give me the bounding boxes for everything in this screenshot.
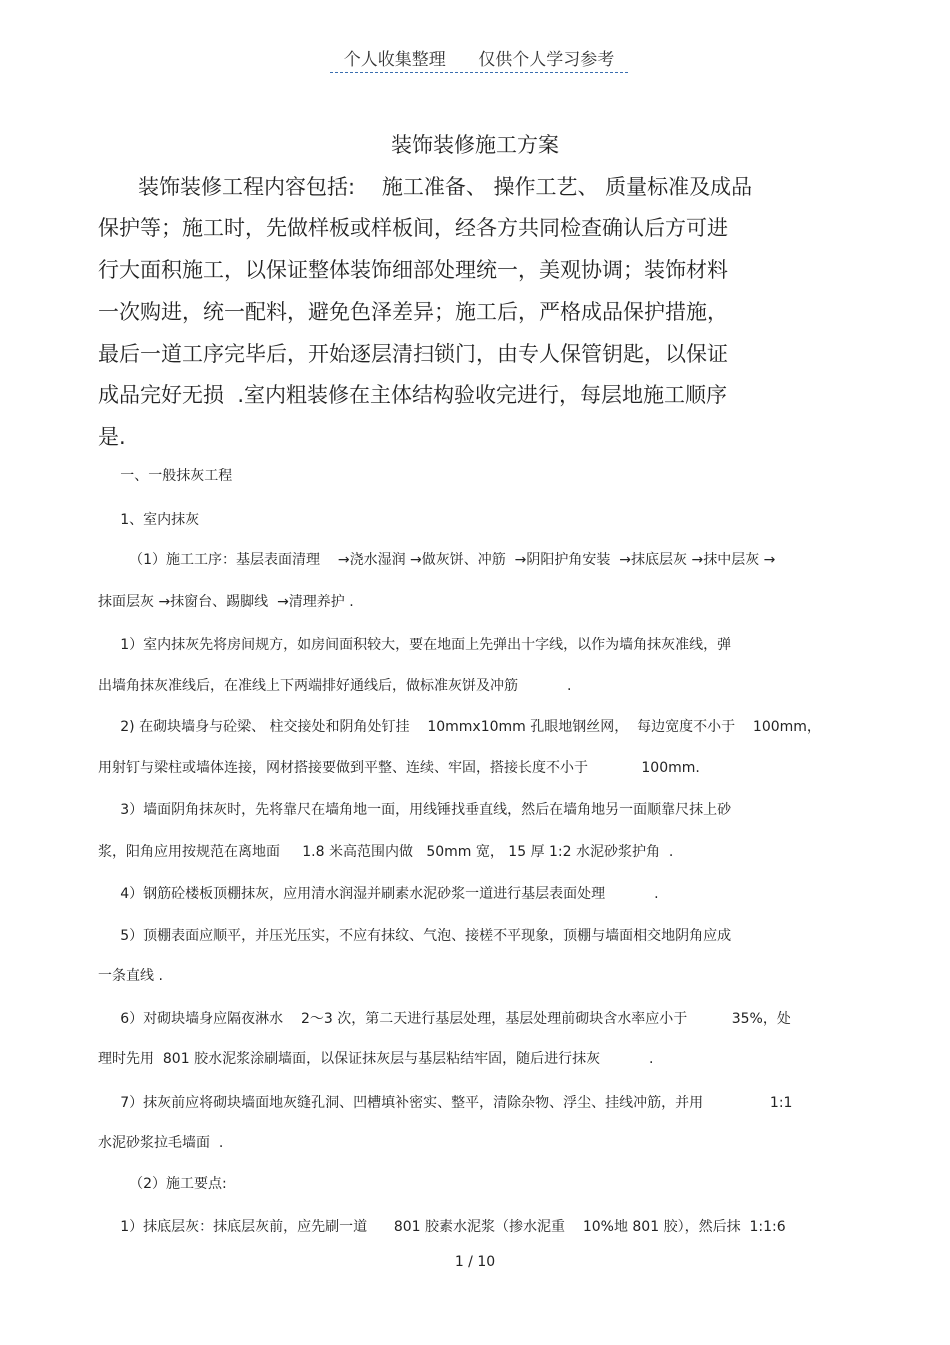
paragraph-line: （1）施工工序：基层表面清理 →浇水湿润 →做灰饼、冲筋 →阴阳护角安装 →抹底层灰 →抹中层灰 → — [98, 552, 776, 568]
intro-line: 行大面积施工，以保证整体装饰细部处理统一，美观协调；装饰材料 — [98, 258, 728, 282]
subsection-heading: （2）施工要点: — [98, 1176, 227, 1192]
paragraph-line: 理时先用 801 胶水泥浆涂刷墙面，以保证抹灰层与基层粘结牢固，随后进行抹灰 . — [98, 1051, 654, 1067]
paragraph-line: 6）对砌块墙身应隔夜淋水 2～3 次，第二天进行基层处理，基层处理前砌块含水率应小于 35%，处 — [98, 1011, 791, 1027]
intro-line: 成品完好无损 .室内粗装修在主体结构验收完进行，每层地施工顺序 — [98, 383, 728, 407]
intro-line: 最后一道工序完毕后，开始逐层清扫锁门，由专人保管钥匙，以保证 — [98, 342, 728, 366]
paragraph-line: 7）抹灰前应将砌块墙面地灰缝孔洞、凹槽填补密实、整平，清除杂物、浮尘、挂线冲筋，并用 1:1 — [98, 1095, 793, 1111]
intro-line: 是. — [98, 425, 126, 449]
paragraph-line: 3）墙面阴角抹灰时，先将靠尺在墙角地一面，用线锤找垂直线，然后在墙角地另一面顺靠尺抹上砂 — [98, 802, 732, 818]
paragraph-line: 抹面层灰 →抹窗台、踢脚线 →清理养护 . — [98, 594, 354, 610]
intro-line: 装饰装修工程内容包括: 施工准备、 操作工艺、 质量标准及成品 — [98, 175, 753, 199]
document-title: 装饰装修施工方案 — [391, 133, 559, 157]
paragraph-line: 2) 在砌块墙身与砼梁、 柱交接处和阴角处钉挂 10mmx10mm 孔眼地钢丝网， 每边宽度不小于 100mm， — [98, 719, 821, 735]
paragraph-line: 用射钉与梁柱或墙体连接，网材搭接要做到平整、连续、牢固，搭接长度不小于 100mm. — [98, 760, 700, 776]
paragraph-line: 4）钢筋砼楼板顶棚抹灰，应用清水润湿并刷素水泥砂浆一道进行基层表面处理 . — [98, 886, 659, 902]
paragraph-line: 一条直线 . — [98, 968, 163, 984]
intro-line: 保护等；施工时，先做样板或样板间，经各方共同检查确认后方可进 — [98, 216, 728, 240]
paragraph-line: 1）抹底层灰：抹底层灰前，应先刷一道 801 胶素水泥浆（掺水泥重 10%地 801 胶），然后抹 1:1:6 — [98, 1219, 786, 1235]
header-left: 个人收集整理 — [343, 50, 446, 70]
subsection-heading: 1、室内抹灰 — [98, 512, 200, 528]
paragraph-line: 1）室内抹灰先将房间规方，如房间面积较大，要在地面上先弹出十字线，以作为墙角抹灰准线，弹 — [98, 637, 732, 653]
header-right: 仅供个人学习参考 — [478, 50, 615, 70]
section-heading: 一、一般抹灰工程 — [98, 468, 233, 484]
intro-line: 一次购进，统一配料，避免色泽差异；施工后，严格成品保护措施， — [98, 300, 728, 324]
page-header — [330, 48, 628, 73]
paragraph-line: 5）顶棚表面应顺平，并压光压实，不应有抹纹、气泡、接槎不平现象，顶棚与墙面相交地阴角应成 — [98, 928, 732, 944]
page-number: 1 / 10 — [454, 1254, 496, 1270]
paragraph-line: 水泥砂浆拉毛墙面 . — [98, 1135, 224, 1151]
paragraph-line: 浆，阳角应用按规范在离地面 1.8 米高范围内做 50mm 宽， 15 厚 1:2 水泥砂浆护角 . — [98, 844, 674, 860]
paragraph-line: 出墙角抹灰准线后，在准线上下两端排好通线后，做标准灰饼及冲筋 . — [98, 678, 572, 694]
